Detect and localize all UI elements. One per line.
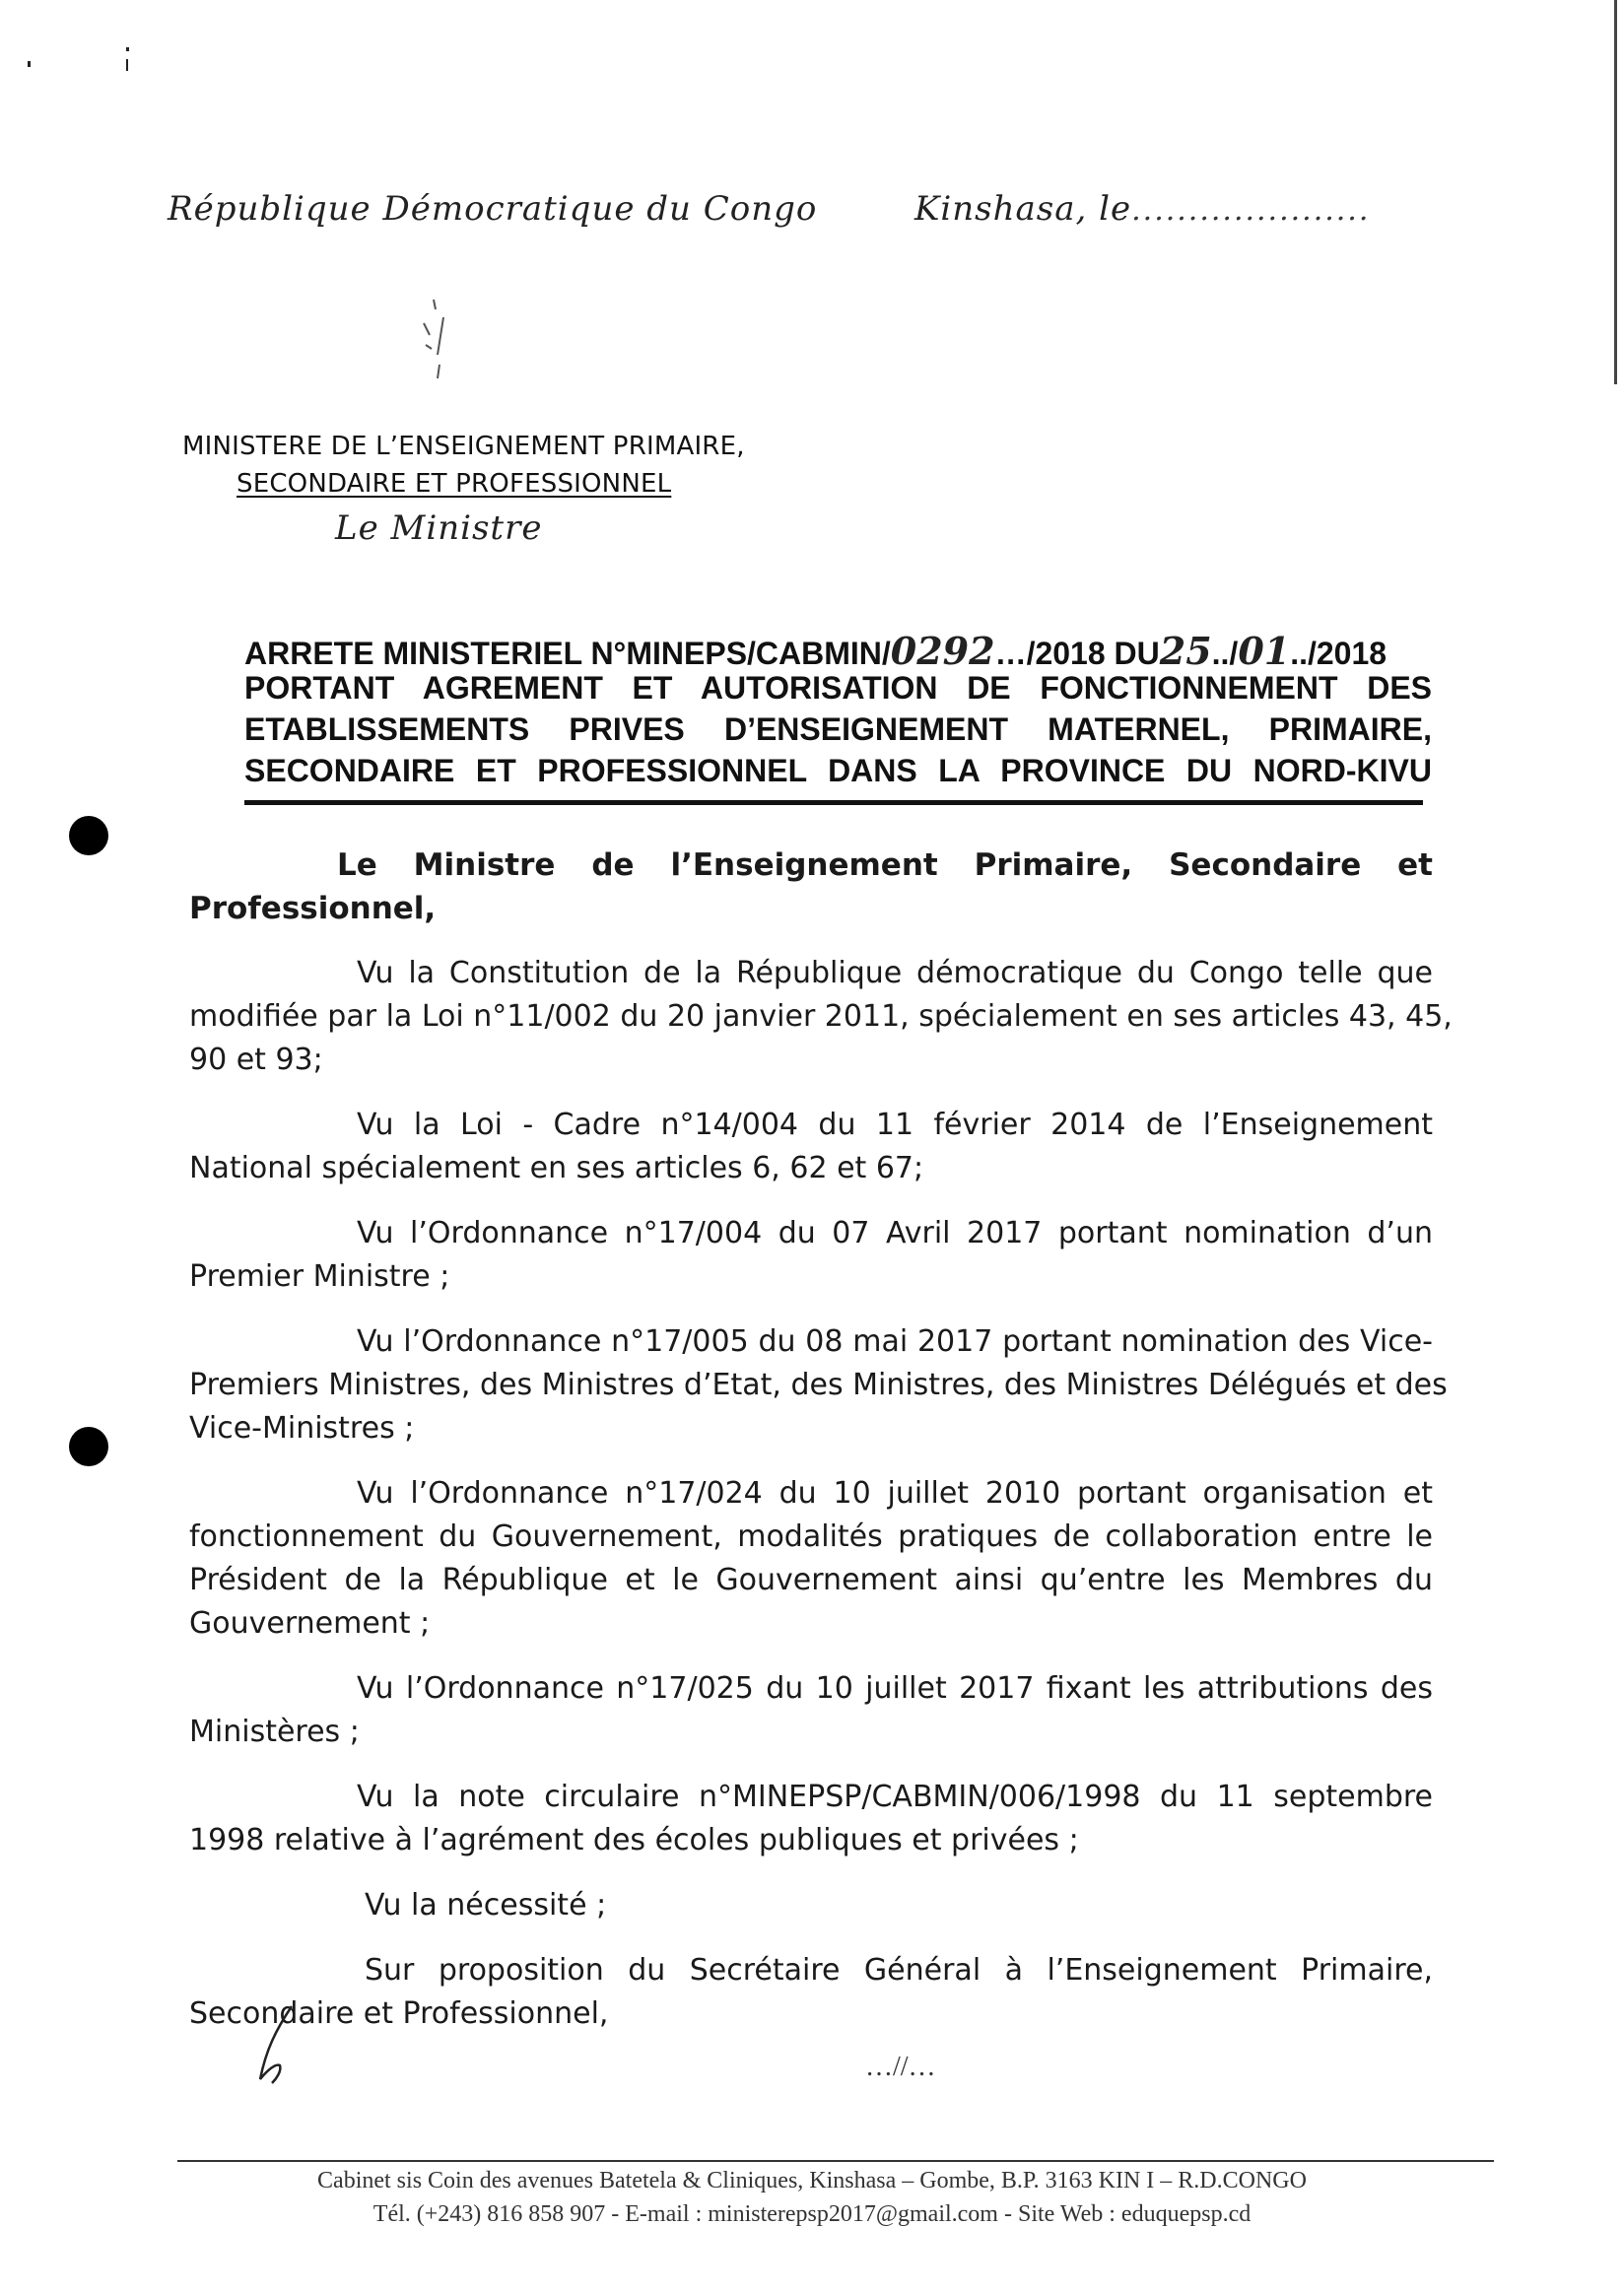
recital-5-line-4: Gouvernement ; <box>189 1606 431 1641</box>
recital-4-line-1: Vu l’Ordonnance n°17/005 du 08 mai 2017 portant nomination des Vice- <box>357 1324 1433 1359</box>
date-dots: ..................... <box>1131 193 1371 228</box>
decree-title-line-3: ETABLISSEMENTS PRIVES D’ENSEIGNEMENT MATERNEL, PRIMAIRE, <box>244 711 1432 747</box>
scan-speck <box>126 47 129 51</box>
scan-speck <box>1614 0 1617 384</box>
ministry-line-2 <box>237 469 671 499</box>
recital-7-line-1: Vu la note circulaire n°MINEPSP/CABMIN/006/1998 du 11 septembre <box>357 1780 1433 1814</box>
place-date-text: Kinshasa, le <box>914 189 1132 229</box>
recital-5-line-3: Président de la République et le Gouvernement ainsi qu’entre les Membres du <box>189 1563 1433 1597</box>
recital-8-line-1: Vu la nécessité ; <box>365 1888 607 1923</box>
recital-1-line-3: 90 et 93; <box>189 1043 323 1077</box>
ministry-line-2-text: SECONDAIRE ET PROFESSIONNEL <box>237 469 672 499</box>
continuation-mark: …//… <box>865 2052 936 2082</box>
recital-6-line-2: Ministères ; <box>189 1715 360 1749</box>
decree-number-handwritten: 0292 <box>890 629 995 673</box>
decree-month-handwritten: 01 <box>1238 629 1291 673</box>
decree-title-prefix: ARRETE MINISTERIEL N°MINEPS/CABMIN/ <box>244 636 891 671</box>
recital-2-line-1: Vu la Loi - Cadre n°14/004 du 11 février 2014 de l’Enseignement <box>357 1108 1433 1142</box>
decree-day-handwritten: 25 <box>1159 629 1212 673</box>
decree-title-line-2: PORTANT AGREMENT ET AUTORISATION DE FONCTIONNEMENT DES <box>244 670 1432 706</box>
place-date-label <box>914 189 1370 229</box>
recital-5-line-2: fonctionnement du Gouvernement, modalités pratiques de collaboration entre le <box>189 1519 1433 1554</box>
title-rule <box>244 800 1423 805</box>
decree-title-line-4: SECONDAIRE ET PROFESSIONNEL DANS LA PROVINCE DU NORD-KIVU <box>244 753 1432 788</box>
recital-6-line-1: Vu l’Ordonnance n°17/025 du 10 juillet 2017 fixant les attributions des <box>357 1671 1433 1706</box>
recital-3-line-1: Vu l’Ordonnance n°17/004 du 07 Avril 2017 portant nomination d’un <box>357 1216 1433 1250</box>
ministry-line-1: MINISTERE DE L’ENSEIGNEMENT PRIMAIRE, <box>182 432 745 461</box>
initials-mark <box>246 2000 305 2089</box>
le-ministre-signature: Le Ministre <box>335 508 543 548</box>
recital-9-line-2: Secondaire et Professionnel, <box>189 1996 609 2031</box>
recital-4-line-2: Premiers Ministres, des Ministres d’Etat, des Ministres, des Ministres Délégués et des <box>189 1368 1448 1402</box>
emblem-scribble <box>404 296 463 384</box>
punch-hole <box>69 816 108 855</box>
scan-speck <box>126 59 128 71</box>
footer-rule <box>177 2160 1494 2162</box>
recital-1-line-1: Vu la Constitution de la République démocratique du Congo telle que <box>357 956 1433 990</box>
decree-title-mid: …/2018 DU <box>994 636 1160 671</box>
footer-contact: Tél. (+243) 816 858 907 - E-mail : ministerepsp2017@gmail.com - Site Web : eduquepsp.cd <box>372 2201 1252 2227</box>
footer-address: Cabinet sis Coin des avenues Batetela & Cliniques, Kinshasa – Gombe, B.P. 3163 KIN I – R.D.CONGO <box>317 2168 1307 2193</box>
recital-2-line-2: National spécialement en ses articles 6, 62 et 67; <box>189 1151 924 1185</box>
punch-hole <box>69 1427 108 1466</box>
country-heading: République Démocratique du Congo <box>168 189 818 229</box>
minister-heading-line-1: Le Ministre de l’Enseignement Primaire, Secondaire et <box>337 847 1433 883</box>
recital-3-line-2: Premier Ministre ; <box>189 1259 450 1294</box>
recital-7-line-2: 1998 relative à l’agrément des écoles publiques et privées ; <box>189 1823 1079 1857</box>
recital-5-line-1: Vu l’Ordonnance n°17/024 du 10 juillet 2010 portant organisation et <box>357 1476 1433 1511</box>
recital-9-line-1: Sur proposition du Secrétaire Général à l’Enseignement Primaire, <box>365 1953 1433 1988</box>
recital-1-line-2: modifiée par la Loi n°11/002 du 20 janvier 2011, spécialement en ses articles 43, 45, <box>189 999 1453 1034</box>
minister-heading-line-2: Professionnel, <box>189 891 437 926</box>
scan-speck <box>28 61 31 67</box>
document-body <box>189 843 1453 2036</box>
recital-4-line-3: Vice-Ministres ; <box>189 1411 415 1446</box>
decree-title-line-1: ARRETE MINISTERIEL N°MINEPS/CABMIN/0292…/2018 DU25../01../2018 <box>244 629 1387 673</box>
decree-title-suffix: /2018 <box>1307 636 1387 671</box>
